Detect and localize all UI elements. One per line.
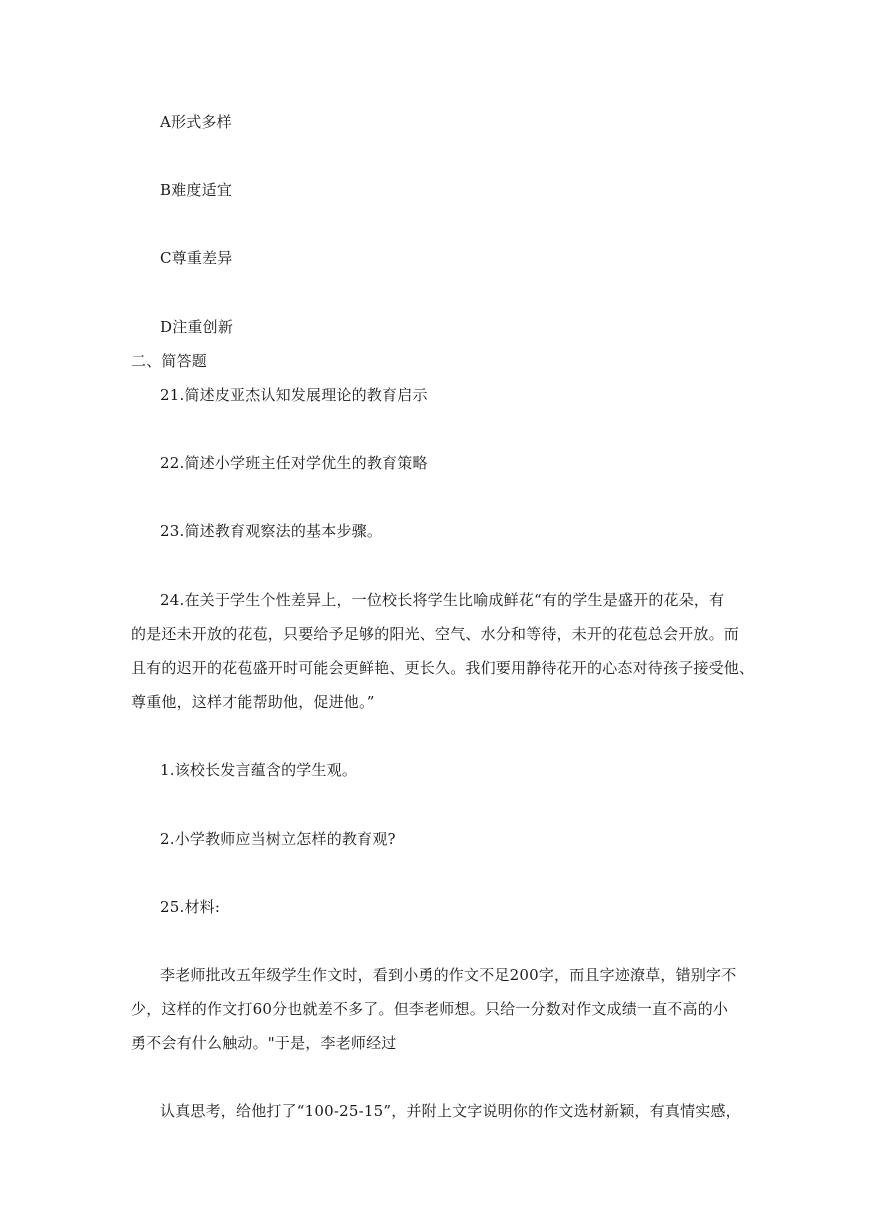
material-line-1: 李老师批改五年级学生作文时，看到小勇的作文不足200字，而且字迹潦草，错别字不 <box>160 966 737 984</box>
option-a: A形式多样 <box>160 113 232 131</box>
question-24-line-1: 24.在关于学生个性差异上，一位校长将学生比喻成鲜花“有的学生是盛开的花朵，有 <box>160 591 725 609</box>
question-24-line-3: 且有的迟开的花苞盛开时可能会更鲜艳、更长久。我们要用静待花开的心态对待孩子接受他、 <box>131 659 755 677</box>
option-c: C尊重差异 <box>160 249 233 267</box>
option-b: B难度适宜 <box>160 181 233 199</box>
material-line-2: 少，这样的作文打60分也就差不多了。但李老师想。只给一分数对作文成绩一直不高的小 <box>131 1000 729 1018</box>
section-title: 二、简答题 <box>131 352 208 370</box>
question-22: 22.简述小学班主任对学优生的教育策略 <box>160 454 428 472</box>
question-25-title: 25.材料: <box>160 898 221 916</box>
question-24-sub-2: 2.小学教师应当树立怎样的教育观? <box>160 830 396 848</box>
question-24-line-4: 尊重他，这样才能帮助他，促进他。” <box>131 693 375 711</box>
option-d: D注重创新 <box>160 318 234 336</box>
question-24-line-2: 的是还未开放的花苞，只要给予足够的阳光、空气、水分和等待，未开的花苞总会开放。而 <box>131 625 740 643</box>
question-21: 21.简述皮亚杰认知发展理论的教育启示 <box>160 386 428 404</box>
question-23: 23.简述教育观察法的基本步骤。 <box>160 522 383 540</box>
material-line-4: 认真思考，给他打了“100-25-15”，并附上文字说明你的作文选材新颖，有真情实感， <box>160 1102 741 1120</box>
question-24-sub-1: 1.该校长发言蕴含的学生观。 <box>160 761 358 779</box>
material-line-3: 勇不会有什么触动。"于是，李老师经过 <box>131 1034 397 1052</box>
